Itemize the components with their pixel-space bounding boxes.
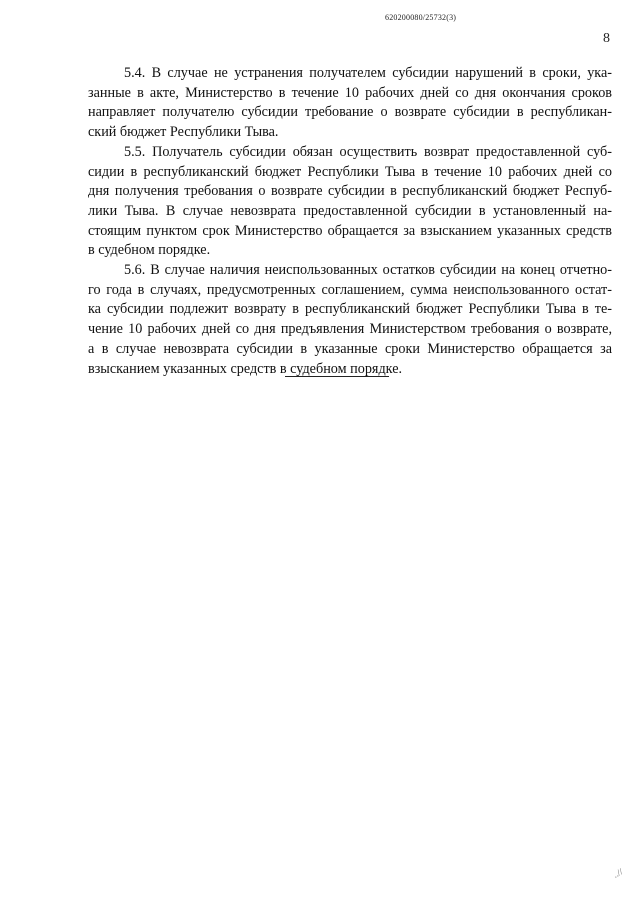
document-body — [88, 64, 612, 379]
text-line: чение 10 рабочих дней со дня предъявления Министерством требования о возврате, — [88, 321, 612, 338]
corner-mark: ..// — [611, 866, 625, 880]
text-line: ский бюджет Республики Тыва. — [88, 124, 279, 141]
text-line: а в случае невозврата субсидии в указанные сроки Министерство обращается за — [88, 340, 612, 357]
text-line: 5.4. В случае не устранения получателем субсидии нарушений в сроки, ука- — [124, 65, 612, 81]
page-number: 8 — [603, 31, 610, 46]
document-id: 620200080/25732(3) — [385, 13, 457, 22]
text-line: взысканием указанных средств в судебном порядке. — [88, 360, 403, 377]
text-line: ка субсидии подлежит возврату в республиканский бюджет Республики Тыва в те- — [88, 301, 612, 318]
text-line: дня получения требования о возврате субсидии в республиканский бюджет Респуб- — [88, 183, 612, 200]
paragraph-5-6 — [88, 261, 612, 379]
end-separator-line — [285, 376, 389, 377]
text-line: го года в случаях, предусмотренных соглашением, сумма неиспользованного остат- — [88, 281, 612, 298]
text-line: стоящим пунктом срок Министерство обращается за взысканием указанных средств — [88, 222, 612, 239]
paragraph-5-4 — [88, 64, 612, 143]
text-line: 5.5. Получатель субсидии обязан осуществить возврат предоставленной суб- — [124, 143, 612, 160]
text-line: 5.6. В случае наличия неиспользованных остатков субсидии на конец отчетно- — [124, 262, 612, 279]
text-line: направляет получателю субсидии требование о возврате субсидии в республикан- — [88, 104, 612, 121]
text-line: занные в акте, Министерство в течение 10 рабочих дней со дня окончания сроков — [88, 84, 612, 101]
text-line: в судебном порядке. — [88, 242, 211, 259]
text-line: лики Тыва. В случае невозврата предоставленной субсидии в установленный на- — [88, 202, 612, 219]
text-line: сидии в республиканский бюджет Республики Тыва в течение 10 рабочих дней со — [88, 163, 612, 180]
paragraph-5-5 — [88, 143, 612, 261]
